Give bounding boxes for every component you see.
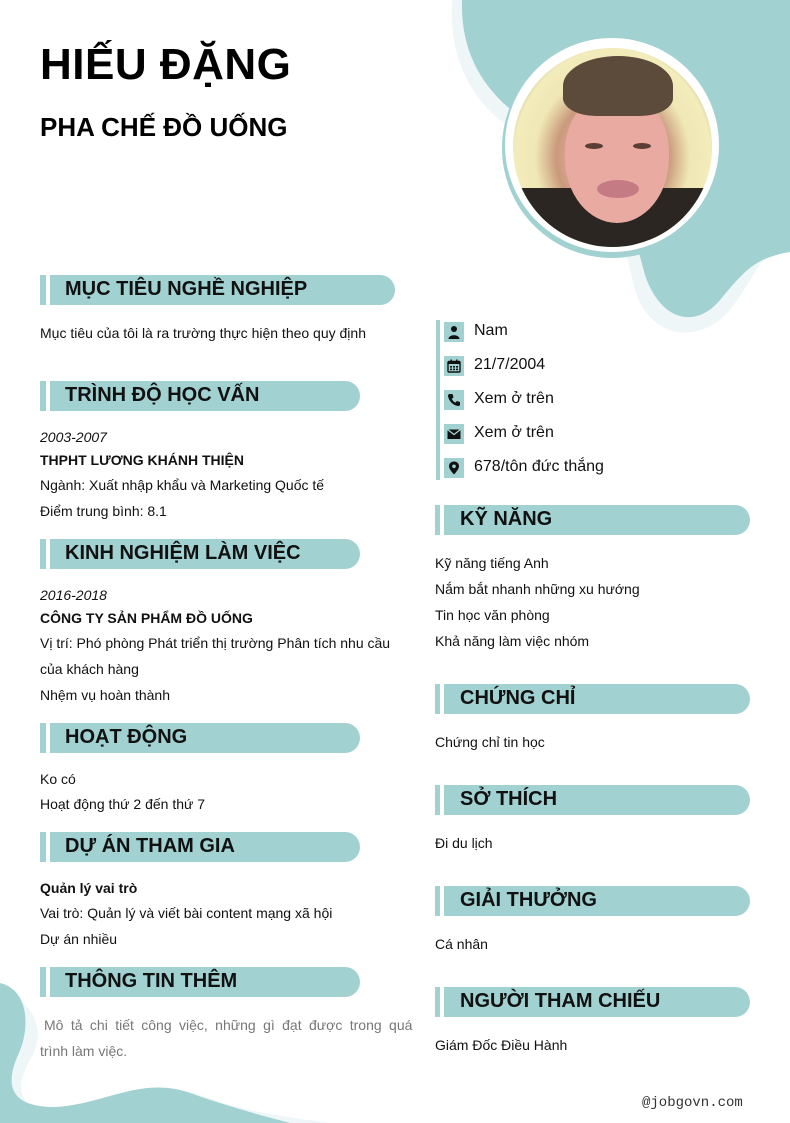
hobby-item: Đi du lịch (435, 835, 493, 851)
job-title: PHA CHẾ ĐỒ UỐNG (40, 112, 288, 142)
avatar-hair (563, 56, 673, 116)
section-accent-bar (435, 785, 440, 815)
experience-position-cont: của khách hàng (40, 661, 139, 677)
section-objective (40, 275, 396, 305)
contact-accent-bar (436, 320, 440, 480)
project-desc: Dự án nhiều (40, 931, 118, 947)
experience-company: CÔNG TY SẢN PHẨM ĐỒ UỐNG (40, 610, 253, 626)
award-item: Cá nhân (435, 936, 488, 952)
skill-item: Kỹ năng tiếng Anh (435, 555, 549, 571)
section-accent-bar (435, 684, 440, 714)
objective-text: Mục tiêu của tôi là ra trường thực hiện theo quy định (40, 325, 366, 341)
person-icon (444, 322, 464, 342)
avatar (513, 48, 712, 247)
avatar-lips (597, 180, 639, 198)
more-info-text-cont: trình làm việc. (40, 1043, 128, 1059)
section-projects (40, 832, 360, 862)
contact-birthdate: 21/7/2004 (474, 356, 546, 373)
section-title: KINH NGHIỆM LÀM VIỆC (65, 542, 301, 564)
section-experience (40, 539, 360, 569)
section-certificates (435, 684, 751, 714)
section-title: MỤC TIÊU NGHỀ NGHIỆP (65, 278, 308, 300)
skill-item: Nắm bắt nhanh những xu hướng (435, 581, 640, 597)
reference-item: Giám Đốc Điều Hành (435, 1037, 568, 1053)
section-accent-bar (40, 967, 46, 997)
candidate-name: HIẾU ĐẶNG (40, 40, 292, 89)
section-title: TRÌNH ĐỘ HỌC VẤN (65, 384, 260, 406)
project-role: Vai trò: Quản lý và viết bài content mạng xã hội (40, 905, 333, 921)
calendar-icon (444, 356, 464, 376)
skill-item: Khả năng làm việc nhóm (435, 633, 590, 649)
phone-icon (444, 390, 464, 410)
section-title: NGƯỜI THAM CHIẾU (460, 990, 661, 1012)
section-title: CHỨNG CHỈ (460, 687, 576, 709)
section-accent-bar (40, 381, 46, 411)
avatar-eye-right (633, 143, 651, 149)
section-accent-bar (435, 505, 440, 535)
experience-task: Nhệm vụ hoàn thành (40, 687, 170, 703)
section-title: SỞ THÍCH (460, 788, 558, 810)
section-title: DỰ ÁN THAM GIA (65, 835, 235, 857)
section-title: HOẠT ĐỘNG (65, 726, 188, 748)
section-title: KỸ NĂNG (460, 508, 553, 530)
education-period: 2003-2007 (40, 429, 107, 445)
section-more-info (40, 967, 360, 997)
contact-address: 678/tôn đức thắng (474, 458, 604, 475)
skill-item: Tin học văn phòng (435, 607, 550, 623)
activity-line: Hoạt động thứ 2 đến thứ 7 (40, 796, 206, 812)
experience-period: 2016-2018 (40, 587, 107, 603)
certificate-item: Chứng chỉ tin học (435, 734, 545, 750)
education-school: THPHT LƯƠNG KHÁNH THIỆN (40, 452, 244, 468)
section-hobbies (435, 785, 751, 815)
education-major: Ngành: Xuất nhập khẩu và Marketing Quốc tế (40, 477, 325, 493)
email-icon (444, 424, 464, 444)
section-accent-bar (40, 539, 46, 569)
section-activities (40, 723, 360, 753)
section-accent-bar (40, 723, 46, 753)
activity-line: Ko có (40, 771, 76, 787)
contact-email: Xem ở trên (474, 424, 554, 441)
section-references (435, 987, 751, 1017)
section-education (40, 381, 360, 411)
project-name: Quản lý vai trò (40, 880, 138, 896)
more-info-text: Mô tả chi tiết công việc, những gì đạt được trong quá (44, 1017, 413, 1033)
section-accent-bar (435, 987, 440, 1017)
section-accent-bar (40, 275, 46, 305)
section-skills (435, 505, 751, 535)
contact-phone: Xem ở trên (474, 390, 554, 407)
location-pin-icon (444, 458, 464, 478)
watermark: @jobgovn.com (642, 1095, 743, 1111)
section-accent-bar (435, 886, 440, 916)
section-awards (435, 886, 751, 916)
section-title: THÔNG TIN THÊM (65, 970, 238, 992)
avatar-eye-left (585, 143, 603, 149)
experience-position: Vị trí: Phó phòng Phát triển thị trường Phân tích nhu cầu (40, 635, 391, 651)
contact-gender: Nam (474, 322, 508, 339)
section-title: GIẢI THƯỞNG (460, 889, 597, 911)
section-accent-bar (40, 832, 46, 862)
education-gpa: Điểm trung bình: 8.1 (40, 503, 167, 519)
